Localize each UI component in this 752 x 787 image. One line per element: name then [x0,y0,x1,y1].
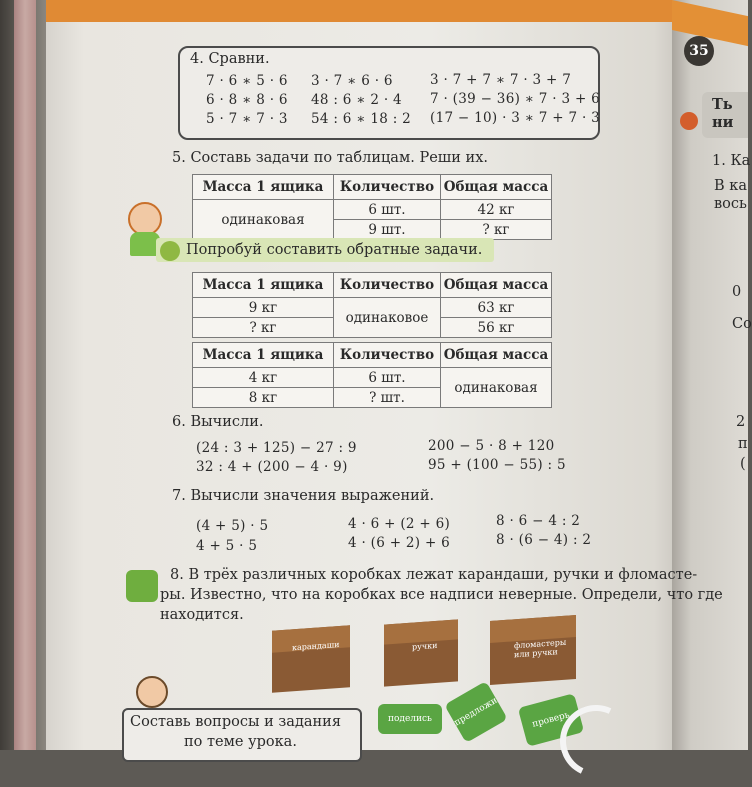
page-top-band [46,0,686,22]
table3-qty-2: ? шт. [334,388,441,408]
puzzle-piece-share: поделись [378,704,442,734]
task6-left-2: 32 : 4 + (200 − 4 · 9) [196,459,348,475]
table1-header-total: Общая масса [441,175,552,200]
table2-mass-1: 9 кг [193,298,334,318]
right-text-6: 0 [732,284,742,300]
task7-c2-r2: 4 · (6 + 2) + 6 [348,535,451,551]
apple-icon [680,112,698,130]
task6-right-2: 95 + (100 − 55) : 5 [428,457,566,473]
table3-header-total: Общая масса [441,343,552,368]
table1-mass: одинаковая [193,200,334,240]
task7-title: 7. Вычисли значения выражений. [172,488,435,504]
background-left [0,0,46,750]
task5-title: 5. Составь задачи по таблицам. Реши их. [172,150,488,166]
task4-c3-r3: (17 − 10) · 3 ∗ 7 + 7 · 3 [430,110,601,126]
table2-header-total: Общая масса [441,273,552,298]
task4-c1-r1: 7 · 6 ∗ 5 · 6 [206,73,288,89]
right-text-1: Ть [712,96,733,113]
table3-total: одинаковая [441,368,552,408]
bottom-line-2: по теме урока. [184,734,297,750]
puzzle-magnifier-icon [126,570,158,602]
table3-mass-2: 8 кг [193,388,334,408]
task8-line-1: 8. В трёх различных коробках лежат карандаши, ручки и фломасте- [170,567,698,583]
puzzle-piece-suggest: предложи [444,681,508,743]
right-text-10: ( [740,456,746,472]
right-text-8: 2 [736,414,746,430]
girl-illustration [128,202,162,236]
table3-qty-1: 6 шт. [334,368,441,388]
task7-c1-r1: (4 + 5) · 5 [196,518,269,534]
task7-c3-r1: 8 · 6 − 4 : 2 [496,513,581,529]
task4-c3-r1: 3 · 7 + 7 ∗ 7 · 3 + 7 [430,72,572,88]
task4-title: 4. Сравни. [190,51,270,67]
task8-line-2: ры. Известно, что на коробках все надписи неверные. Определи, что где [160,587,723,603]
page-number: 35 [684,36,714,66]
table1-qty-1: 6 шт. [334,200,441,220]
task7-c2-r1: 4 · 6 + (2 + 6) [348,516,451,532]
task4-c2-r3: 54 : 6 ∗ 18 : 2 [311,111,412,127]
task6-right-1: 200 − 5 · 8 + 120 [428,438,555,454]
lightbulb-icon [160,241,180,261]
table2-total-1: 63 кг [441,298,552,318]
table1-total-2: ? кг [441,220,552,240]
right-text-5: вось [714,196,747,212]
box-3-label: фломастеры или ручки [514,637,567,660]
table2-mass-2: ? кг [193,318,334,338]
task8-line-3: находится. [160,607,244,623]
box-2 [384,619,458,686]
task7-c3-r2: 8 · (6 − 4) : 2 [496,532,592,548]
table2 [192,272,552,338]
box-3 [490,615,576,685]
task6-left-1: (24 : 3 + 125) − 27 : 9 [196,440,357,456]
table2-qty: одинаковое [334,298,441,338]
task7-c1-r2: 4 + 5 · 5 [196,538,258,554]
task4-c1-r3: 5 · 7 ∗ 7 · 3 [206,111,288,127]
box-1 [272,625,350,692]
task4-c1-r2: 6 · 8 ∗ 8 · 6 [206,92,288,108]
right-text-9: п [738,436,748,452]
table2-header-qty: Количество [334,273,441,298]
table3-mass-1: 4 кг [193,368,334,388]
right-text-3: 1. Ка [712,153,751,169]
table3 [192,342,552,408]
table1-header-mass: Масса 1 ящика [193,175,334,200]
table2-header-mass: Масса 1 ящика [193,273,334,298]
box-2-label: ручки [412,640,438,652]
table1-qty-2: 9 шт. [334,220,441,240]
box-1-label: карандаши [292,640,340,653]
table1 [192,174,552,240]
right-text-7: Со [732,316,752,332]
right-text-4: В ка [714,178,747,194]
bottom-line-1: Составь вопросы и задания [130,714,341,730]
table3-header-qty: Количество [334,343,441,368]
task4-c3-r2: 7 · (39 − 36) ∗ 7 · 3 + 6 [430,91,601,107]
task4-c2-r1: 3 · 7 ∗ 6 · 6 [311,73,393,89]
table1-total-1: 42 кг [441,200,552,220]
task4-c2-r2: 48 : 6 ∗ 2 · 4 [311,92,402,108]
table2-total-2: 56 кг [441,318,552,338]
table1-header-qty: Количество [334,175,441,200]
boy-illustration [136,676,168,708]
hint-text: Попробуй составить обратные задачи. [186,242,483,258]
right-text-2: ни [712,114,734,131]
task6-title: 6. Вычисли. [172,414,264,430]
puzzle-piece-check: проверь [518,693,584,747]
table3-header-mass: Масса 1 ящика [193,343,334,368]
